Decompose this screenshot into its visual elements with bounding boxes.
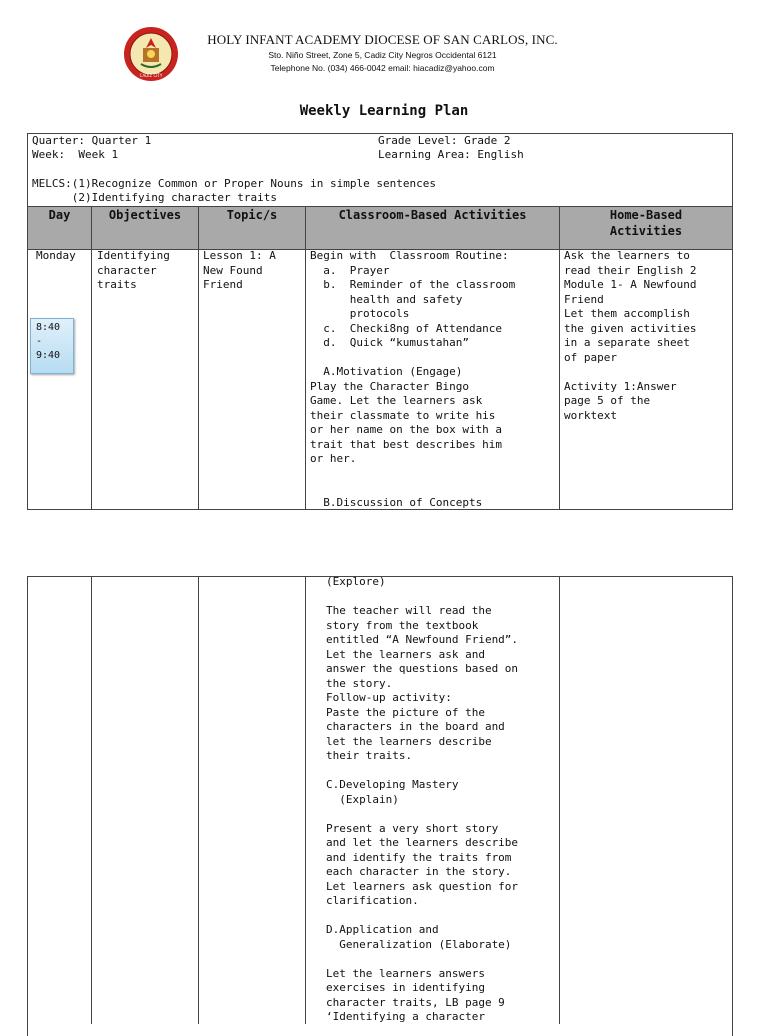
- divider: [305, 206, 306, 510]
- divider: [198, 576, 199, 1024]
- school-header: [190, 32, 575, 74]
- objectives-cell: Identifying character traits: [97, 249, 170, 291]
- divider: [91, 206, 92, 510]
- school-contact: Telephone No. (034) 466-0042 email: hiacadiz@yahoo.com: [270, 63, 495, 73]
- home-activities-cell: Ask the learners to read their English 2 Module 1- A Newfound Friend Let them accomplish the given activities in a separate sheet of paper Activity 1:Answer page 5 of the worktext: [564, 249, 697, 422]
- quarter-label: Quarter: Quarter 1: [32, 134, 152, 147]
- column-header-classroom-activities: Classroom-Based Activities: [338, 208, 527, 222]
- grade-level-label: Grade Level: Grade 2: [378, 134, 511, 147]
- melcs-line-2: (2)Identifying character traits: [32, 191, 278, 204]
- divider: [559, 576, 560, 1024]
- classroom-activities-cell: Begin with Classroom Routine: a. Prayer b. Reminder of the classroom health and safety protocols c. Checki8ng of Attendance d. Quick “kumustahan” A.Motivation (Engage) Play the Character Bingo Game. Let the learners ask their classmate to write his or her name on the box with a trait that best describes him or her. B.Discussion of Concepts: [310, 249, 516, 509]
- day-cell: Monday: [36, 249, 76, 262]
- divider: [198, 206, 199, 510]
- divider: [559, 206, 560, 510]
- column-header-day: Day: [48, 208, 71, 222]
- week-label: Week: Week 1: [32, 148, 119, 161]
- column-header-objectives: Objectives: [108, 208, 182, 222]
- time-slot-badge: 8:40 - 9:40: [30, 318, 74, 374]
- svg-text:CADIZ CITY: CADIZ CITY: [139, 73, 163, 78]
- column-header-topics: Topic/s: [226, 208, 278, 222]
- learning-area-label: Learning Area: English: [378, 148, 524, 161]
- document-title: Weekly Learning Plan: [299, 103, 469, 119]
- divider: [305, 576, 306, 1024]
- melcs-line-1: MELCS:(1)Recognize Common or Proper Nouns in simple sentences: [32, 177, 436, 190]
- school-name: HOLY INFANT ACADEMY DIOCESE OF SAN CARLOS, INC.: [207, 32, 558, 47]
- school-address: Sto. Niño Street, Zone 5, Cadiz City Negros Occidental 6121: [268, 50, 497, 60]
- school-logo: [123, 26, 179, 82]
- classroom-activities-continued: (Explore) The teacher will read the story from the textbook entitled “A Newfound Friend”. Let the learners ask and answer the questions based on the story. Follow-up activity: Paste the picture of the characters in the board and let the learners describe their traits. C.Developing Mastery (Explain) Present a very short story and let the learners describe and identify the traits from each character in the story. Let learners ask question for clarification. D.Application and Generalization (Elaborate) Let the learners answers exercises in identifying character traits, LB page 9 ‘Identifying a character: [326, 575, 519, 1023]
- column-header-home-activities: Home-Based Activities: [609, 208, 683, 238]
- topic-cell: Lesson 1: A New Found Friend: [203, 249, 276, 291]
- divider: [91, 576, 92, 1024]
